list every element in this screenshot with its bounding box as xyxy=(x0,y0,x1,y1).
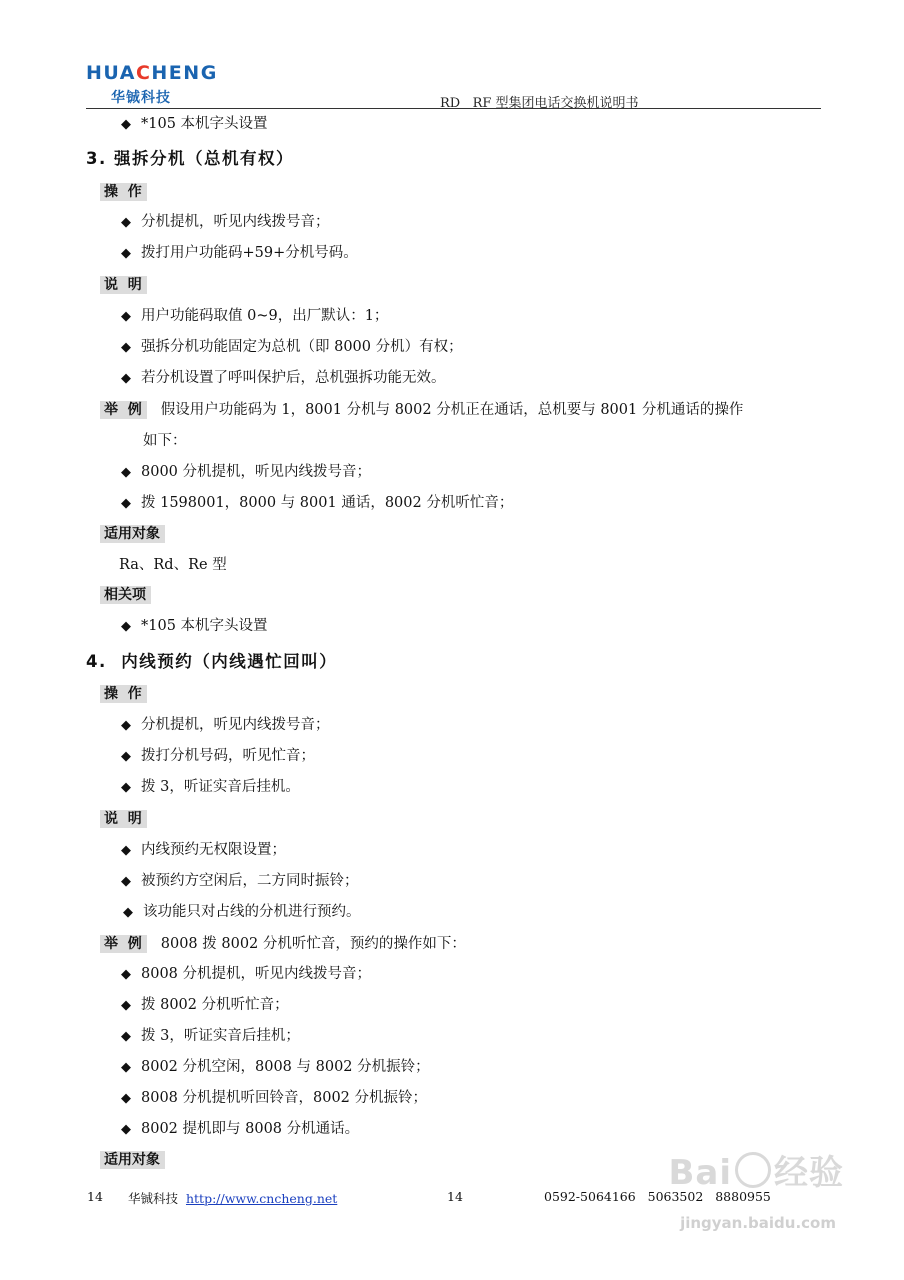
list-item: ◆ *105 本机字头设置 xyxy=(121,618,268,634)
paw-icon xyxy=(735,1152,771,1188)
list-item: ◆ 拨 1598001，8000 与 8001 通话，8002 分机听忙音； xyxy=(121,495,514,511)
list-item: ◆ *105 本机字头设置 xyxy=(121,116,268,132)
diamond-bullet-icon: ◆ xyxy=(121,1091,131,1106)
baidu-jingyan-watermark: Bai 经验 xyxy=(668,1153,844,1193)
diamond-bullet-icon: ◆ xyxy=(121,780,131,795)
section-4-title: 4. 内线预约（内线遇忙回叫） xyxy=(86,652,338,671)
example-label: 举 例 xyxy=(100,935,147,953)
diamond-bullet-icon: ◆ xyxy=(121,1060,131,1075)
applicable-label: 适用对象 xyxy=(100,1151,165,1169)
list-item: ◆ 8000 分机提机，听见内线拨号音； xyxy=(121,464,372,480)
diamond-bullet-icon: ◆ xyxy=(121,340,131,355)
applicable-models: Ra、Rd、Re 型 xyxy=(119,557,227,573)
description-label: 说 明 xyxy=(100,276,147,294)
section-3-title: 3. 强拆分机（总机有权） xyxy=(86,149,294,168)
list-item: ◆ 用户功能码取值 0~9，出厂默认：1； xyxy=(121,308,389,324)
description-label: 说 明 xyxy=(100,810,147,828)
list-item: ◆ 分机提机，听见内线拨号音； xyxy=(121,214,330,230)
operation-label: 操 作 xyxy=(100,685,147,703)
operation-label: 操 作 xyxy=(100,183,147,201)
list-item: ◆ 8008 分机提机，听见内线拨号音； xyxy=(121,966,372,982)
list-item: ◆ 分机提机，听见内线拨号音； xyxy=(121,717,330,733)
list-item: ◆ 拨 3，听证实音后挂机。 xyxy=(121,779,300,795)
example-paragraph-continued: 如下： xyxy=(143,433,187,449)
diamond-bullet-icon: ◆ xyxy=(121,998,131,1013)
header-divider xyxy=(86,108,821,109)
list-item: ◆ 强拆分机功能固定为总机（即 8000 分机）有权； xyxy=(121,339,463,355)
diamond-bullet-icon: ◆ xyxy=(121,215,131,230)
example-paragraph: 举 例 假设用户功能码为 1，8001 分机与 8002 分机正在通话，总机要与 8001 分机通话的操作 xyxy=(100,398,743,419)
diamond-bullet-icon: ◆ xyxy=(121,967,131,982)
document-title: RD RF 型集团电话交换机说明书 xyxy=(440,96,639,111)
diamond-bullet-icon: ◆ xyxy=(121,1029,131,1044)
list-item: ◆ 被预约方空闲后，二方同时振铃； xyxy=(121,873,359,889)
diamond-bullet-icon: ◆ xyxy=(121,749,131,764)
footer-company: 华铖科技 http://www.cncheng.net xyxy=(128,1191,338,1206)
example-label: 举 例 xyxy=(100,401,147,419)
diamond-bullet-icon: ◆ xyxy=(121,371,131,386)
diamond-bullet-icon: ◆ xyxy=(121,874,131,889)
list-item: ◆ 8002 分机空闲，8008 与 8002 分机振铃； xyxy=(121,1059,430,1075)
diamond-bullet-icon: ◆ xyxy=(121,843,131,858)
diamond-bullet-icon: ◆ xyxy=(121,718,131,733)
diamond-bullet-icon: ◆ xyxy=(123,905,133,920)
example-paragraph: 举 例 8008 拨 8002 分机听忙音，预约的操作如下： xyxy=(100,932,466,953)
list-item: ◆ 8008 分机提机听回铃音，8002 分机振铃； xyxy=(121,1090,428,1106)
list-item: ◆ 拨打分机号码，听见忙音； xyxy=(121,748,315,764)
diamond-bullet-icon: ◆ xyxy=(121,309,131,324)
company-logo-chinese: 华铖科技 xyxy=(111,90,171,106)
watermark-url: jingyan.baidu.com xyxy=(680,1214,836,1232)
footer-page-number-center: 14 xyxy=(447,1189,463,1204)
company-logo: HUACHENG xyxy=(86,62,218,84)
diamond-bullet-icon: ◆ xyxy=(121,1122,131,1137)
footer-page-number-left: 14 xyxy=(87,1189,103,1204)
footer-phone-numbers: 0592-5064166 5063502 8880955 xyxy=(544,1189,771,1204)
list-item: ◆ 该功能只对占线的分机进行预约。 xyxy=(123,904,361,920)
diamond-bullet-icon: ◆ xyxy=(121,465,131,480)
applicable-label: 适用对象 xyxy=(100,525,165,543)
related-label: 相关项 xyxy=(100,586,151,604)
list-item: ◆ 拨 8002 分机听忙音； xyxy=(121,997,289,1013)
list-item: ◆ 拨 3，听证实音后挂机； xyxy=(121,1028,300,1044)
list-item: ◆ 内线预约无权限设置； xyxy=(121,842,286,858)
diamond-bullet-icon: ◆ xyxy=(121,496,131,511)
list-item: ◆ 若分机设置了呼叫保护后，总机强拆功能无效。 xyxy=(121,370,446,386)
list-item: ◆ 拨打用户功能码+59+分机号码。 xyxy=(121,245,358,261)
diamond-bullet-icon: ◆ xyxy=(121,117,131,132)
diamond-bullet-icon: ◆ xyxy=(121,619,131,634)
list-item: ◆ 8002 提机即与 8008 分机通话。 xyxy=(121,1121,360,1137)
diamond-bullet-icon: ◆ xyxy=(121,246,131,261)
company-website-link[interactable]: http://www.cncheng.net xyxy=(185,1191,338,1206)
